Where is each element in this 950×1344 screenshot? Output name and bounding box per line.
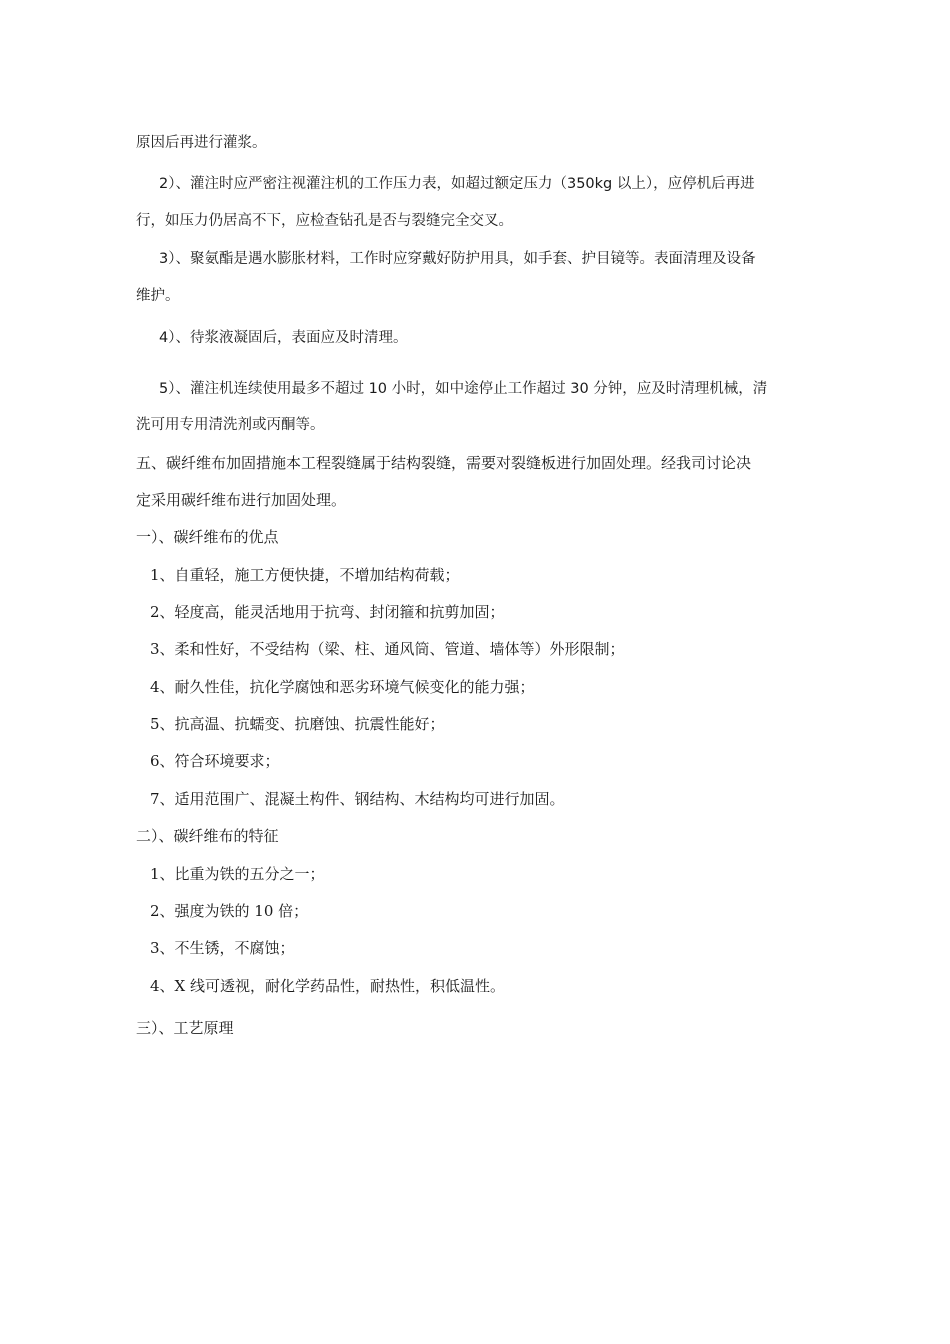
feature-item-3: 3、不生锈，不腐蚀； <box>150 939 295 957</box>
list-item-5-line-2: 洗可用专用清洗剂或丙酮等。 <box>136 417 325 433</box>
section-five-line-1: 五、碳纤维布加固措施本工程裂缝属于结构裂缝，需要对裂缝板进行加固处理。经我司讨论决 <box>136 454 752 472</box>
subsection-heading-advantages: 一）、碳纤维布的优点 <box>136 528 279 546</box>
list-item-4: 4）、待浆液凝固后，表面应及时清理。 <box>159 330 408 346</box>
advantage-item-5: 5、抗高温、抗蠕变、抗磨蚀、抗震性能好； <box>150 715 445 733</box>
advantage-item-2: 2、轻度高，能灵活地用于抗弯、封闭箍和抗剪加固； <box>150 603 505 621</box>
subsection-heading-principle: 三）、工艺原理 <box>136 1019 234 1037</box>
advantage-item-1: 1、自重轻，施工方便快捷，不增加结构荷载； <box>150 566 460 584</box>
list-item-3-line-1: 3）、聚氨酯是遇水膨胀材料，工作时应穿戴好防护用具，如手套、护目镜等。表面清理及设备 <box>159 251 756 267</box>
subsection-heading-features: 二）、碳纤维布的特征 <box>136 827 279 845</box>
list-item-2-line-2: 行，如压力仍居高不下，应检查钻孔是否与裂缝完全交叉。 <box>136 213 513 229</box>
section-five-line-2: 定采用碳纤维布进行加固处理。 <box>136 491 347 509</box>
paragraph-line-1: 原因后再进行灌浆。 <box>136 135 267 151</box>
list-item-3-line-2: 维护。 <box>136 288 180 304</box>
feature-item-1: 1、比重为铁的五分之一； <box>150 865 325 883</box>
feature-item-4: 4、X 线可透视，耐化学药品性，耐热性，积低温性。 <box>150 977 505 995</box>
advantage-item-6: 6、符合环境要求； <box>150 752 280 770</box>
list-item-2-line-1: 2）、灌注时应严密注视灌注机的工作压力表，如超过额定压力（350kg 以上），应停机后再进 <box>159 176 755 192</box>
advantage-item-7: 7、适用范围广、混凝土构件、钢结构、木结构均可进行加固。 <box>150 790 565 808</box>
list-item-5-line-1: 5）、灌注机连续使用最多不超过 10 小时，如中途停止工作超过 30 分钟，应及时清理机械，清 <box>159 381 768 397</box>
advantage-item-3: 3、柔和性好，不受结构（梁、柱、通风筒、管道、墙体等）外形限制； <box>150 640 625 658</box>
advantage-item-4: 4、耐久性佳，抗化学腐蚀和恶劣环境气候变化的能力强； <box>150 678 535 696</box>
feature-item-2: 2、强度为铁的 10 倍； <box>150 902 309 920</box>
